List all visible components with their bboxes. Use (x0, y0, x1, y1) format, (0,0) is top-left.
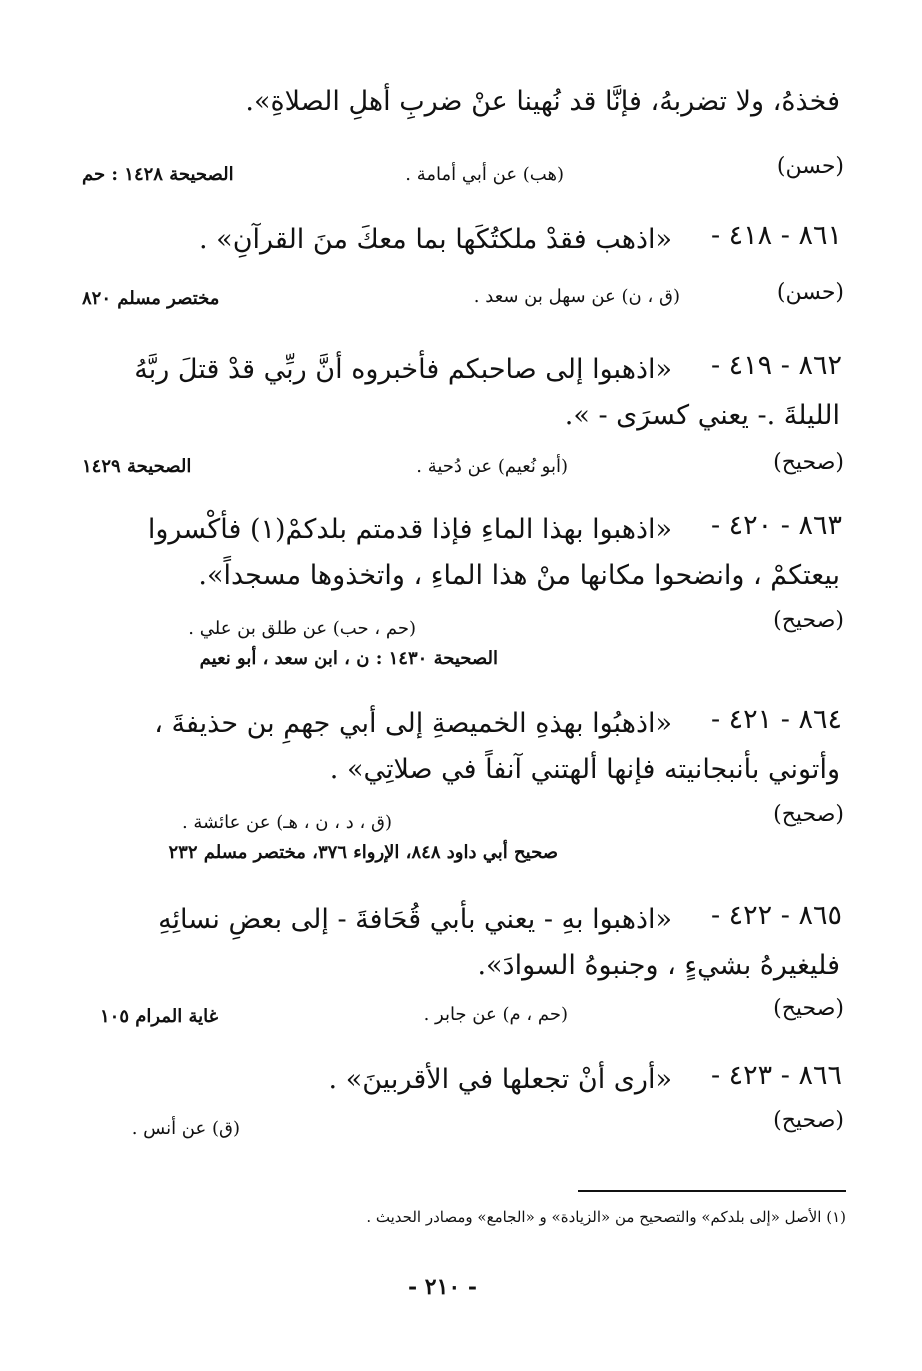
hadith-number: ٨٦٦ - ٤٢٣ - (710, 1060, 842, 1091)
reference-text: غاية المرام ١٠٥ (100, 1006, 219, 1027)
hadith-number: ٨٦٣ - ٤٢٠ - (710, 510, 842, 541)
reference-text: الصحيحة ١٤٣٠ : ن ، ابن سعد ، أبو نعيم (199, 648, 498, 669)
footnote-separator (578, 1190, 846, 1192)
source-text: (ق ، د ، ن ، هـ) عن عائشة . (181, 812, 392, 833)
hadith-text: وأتوني بأنبجانيته فإنها ألهتني آنفاً في صلاتِي» . (329, 754, 840, 785)
grade-label: (صحيح) (773, 802, 844, 827)
hadith-number: ٨٦٤ - ٤٢١ - (710, 704, 842, 735)
grade-label: (صحيح) (773, 1108, 844, 1133)
source-text: (أبو نُعيم) عن دُحية . (416, 456, 568, 477)
page-number: - ٢١٠ - (408, 1274, 478, 1300)
hadith-number: ٨٦٥ - ٤٢٢ - (710, 900, 842, 931)
hadith-text: فليغيرهُ بشيءٍ ، وجنبوهُ السوادَ». (477, 950, 840, 981)
grade-label: (حسن) (776, 280, 844, 305)
hadith-text: «اذهبوا بهِ - يعني بأبي قُحَافةَ - إلى بعضِ نسائِهِ (158, 904, 672, 935)
hadith-number: ٨٦٢ - ٤١٩ - (710, 350, 842, 381)
source-text: (ق) عن أنس . (131, 1118, 240, 1139)
reference-text: مختصر مسلم ٨٢٠ (82, 288, 220, 309)
hadith-text: «اذهب فقدْ ملكتُكَها بما معكَ منَ القرآنِ» . (199, 224, 672, 255)
source-text: (ق ، ن) عن سهل بن سعد . (473, 286, 680, 307)
hadith-text: «اذهبوا إلى صاحبكم فأخبروه أنَّ ربِّي قدْ قتلَ ربَّهُ (134, 354, 672, 385)
hadith-text: الليلةَ .- يعني كسرَى - ». (564, 400, 840, 431)
hadith-text: بيعتكمْ ، وانضحوا مكانها منْ هذا الماءِ ، واتخذوها مسجداً». (198, 560, 840, 591)
hadith-number: ٨٦١ - ٤١٨ - (710, 220, 842, 251)
source-text: (حم ، م) عن جابر . (423, 1004, 568, 1025)
hadith-continuation: فخذهُ، ولا تضربهُ، فإنَّا قد نُهينا عنْ ضربِ أهلِ الصلاةِ». (245, 86, 840, 117)
hadith-text: «أرى أنْ تجعلها في الأقربينَ» . (328, 1064, 672, 1095)
reference-text: الصحيحة ١٤٢٩ (82, 456, 192, 477)
grade-label: (صحيح) (773, 450, 844, 475)
source-text: (حم ، حب) عن طلق بن علي . (188, 618, 416, 639)
hadith-text: «اذهبُوا بهذهِ الخميصةِ إلى أبي جهمِ بن حذيفةَ ، (154, 708, 672, 739)
reference-text: صحيح أبي داود ٨٤٨، الإرواء ٣٧٦، مختصر مسلم ٢٣٢ (168, 842, 558, 863)
hadith-text: «اذهبوا بهذا الماءِ فإذا قدمتم بلدكمْ(١) فأكْسروا (147, 514, 672, 545)
grade-label: (حسن) (776, 154, 844, 179)
grade-label: (صحيح) (773, 608, 844, 633)
footnote: (١) الأصل «إلى بلدكم» والتصحيح من «الزيادة» و «الجامع» ومصادر الحديث . (366, 1208, 846, 1226)
reference-text: الصحيحة ١٤٢٨ : حم (82, 164, 234, 185)
grade-label: (صحيح) (773, 996, 844, 1021)
source-text: (هب) عن أبي أمامة . (405, 164, 564, 185)
